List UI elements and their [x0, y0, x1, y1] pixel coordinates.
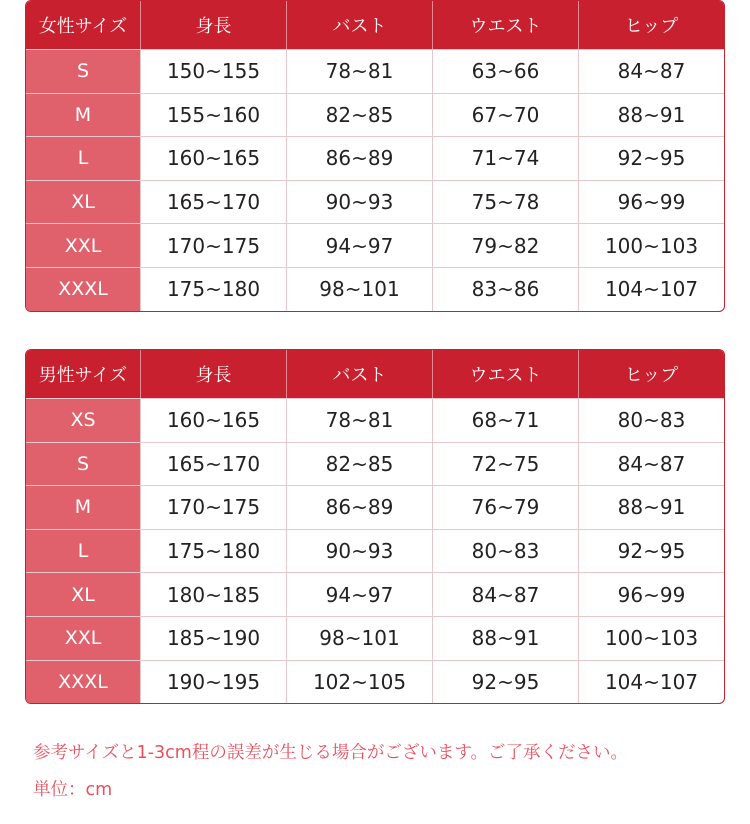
waist-cell: 79~82: [432, 224, 578, 267]
size-cell: XXXL: [26, 661, 140, 704]
waist-cell: 72~75: [432, 443, 578, 486]
size-cell: XXXL: [26, 268, 140, 311]
height-cell: 160~165: [140, 137, 286, 180]
waist-cell: 83~86: [432, 268, 578, 311]
waist-cell: 84~87: [432, 573, 578, 616]
height-cell: 175~180: [140, 268, 286, 311]
waist-cell: 68~71: [432, 399, 578, 442]
hip-cell: 92~95: [578, 137, 724, 180]
hip-cell: 88~91: [578, 94, 724, 137]
bust-cell: 82~85: [286, 443, 432, 486]
bust-cell: 102~105: [286, 661, 432, 704]
men-size-table: [25, 349, 725, 704]
hip-cell: 84~87: [578, 50, 724, 93]
size-cell: XL: [26, 181, 140, 224]
table-row: [26, 616, 724, 660]
table-header-row: [26, 1, 724, 49]
header-waist: ウエスト: [432, 1, 578, 49]
size-cell: XXL: [26, 224, 140, 267]
waist-cell: 75~78: [432, 181, 578, 224]
height-cell: 185~190: [140, 617, 286, 660]
bust-cell: 78~81: [286, 399, 432, 442]
table-row: [26, 529, 724, 573]
height-cell: 170~175: [140, 486, 286, 529]
bust-cell: 90~93: [286, 530, 432, 573]
waist-cell: 63~66: [432, 50, 578, 93]
hip-cell: 92~95: [578, 530, 724, 573]
size-cell: M: [26, 486, 140, 529]
height-cell: 160~165: [140, 399, 286, 442]
bust-cell: 82~85: [286, 94, 432, 137]
table-row: [26, 442, 724, 486]
waist-cell: 67~70: [432, 94, 578, 137]
size-cell: S: [26, 443, 140, 486]
header-height: 身長: [140, 350, 286, 398]
header-size-women: 女性サイズ: [38, 16, 128, 37]
header-bust: バスト: [286, 350, 432, 398]
header-size-men: 男性サイズ: [38, 365, 128, 386]
table-row: [26, 267, 724, 311]
header-hip: ヒップ: [578, 1, 724, 49]
women-size-table: [25, 0, 725, 312]
hip-cell: 88~91: [578, 486, 724, 529]
height-cell: 180~185: [140, 573, 286, 616]
table-header-row: [26, 350, 724, 398]
header-bust: バスト: [286, 1, 432, 49]
hip-cell: 100~103: [578, 617, 724, 660]
size-cell: M: [26, 94, 140, 137]
hip-cell: 104~107: [578, 268, 724, 311]
size-cell: XL: [26, 573, 140, 616]
header-height: 身長: [140, 1, 286, 49]
table-row: [26, 223, 724, 267]
size-cell: L: [26, 530, 140, 573]
height-cell: 155~160: [140, 94, 286, 137]
waist-cell: 88~91: [432, 617, 578, 660]
height-cell: 165~170: [140, 443, 286, 486]
hip-cell: 96~99: [578, 573, 724, 616]
header-hip: ヒップ: [578, 350, 724, 398]
table-row: [26, 485, 724, 529]
size-disclaimer-note: 参考サイズと1-3cm程の誤差が生じる場合がございます。ご了承ください。: [33, 743, 628, 763]
waist-cell: 92~95: [432, 661, 578, 704]
hip-cell: 80~83: [578, 399, 724, 442]
bust-cell: 98~101: [286, 268, 432, 311]
bust-cell: 86~89: [286, 486, 432, 529]
hip-cell: 100~103: [578, 224, 724, 267]
size-cell: XS: [26, 399, 140, 442]
table-row: [26, 180, 724, 224]
table-row: [26, 49, 724, 93]
waist-cell: 80~83: [432, 530, 578, 573]
bust-cell: 98~101: [286, 617, 432, 660]
table-row: [26, 398, 724, 442]
waist-cell: 71~74: [432, 137, 578, 180]
table-row: [26, 93, 724, 137]
header-waist: ウエスト: [432, 350, 578, 398]
table-row: [26, 136, 724, 180]
height-cell: 170~175: [140, 224, 286, 267]
height-cell: 165~170: [140, 181, 286, 224]
hip-cell: 84~87: [578, 443, 724, 486]
bust-cell: 86~89: [286, 137, 432, 180]
height-cell: 190~195: [140, 661, 286, 704]
waist-cell: 76~79: [432, 486, 578, 529]
hip-cell: 104~107: [578, 661, 724, 704]
size-cell: L: [26, 137, 140, 180]
bust-cell: 94~97: [286, 573, 432, 616]
size-cell: S: [26, 50, 140, 93]
bust-cell: 90~93: [286, 181, 432, 224]
table-row: [26, 572, 724, 616]
bust-cell: 94~97: [286, 224, 432, 267]
hip-cell: 96~99: [578, 181, 724, 224]
size-cell: XXL: [26, 617, 140, 660]
bust-cell: 78~81: [286, 50, 432, 93]
height-cell: 175~180: [140, 530, 286, 573]
unit-note: 単位：cm: [33, 780, 113, 800]
table-row: [26, 660, 724, 704]
height-cell: 150~155: [140, 50, 286, 93]
